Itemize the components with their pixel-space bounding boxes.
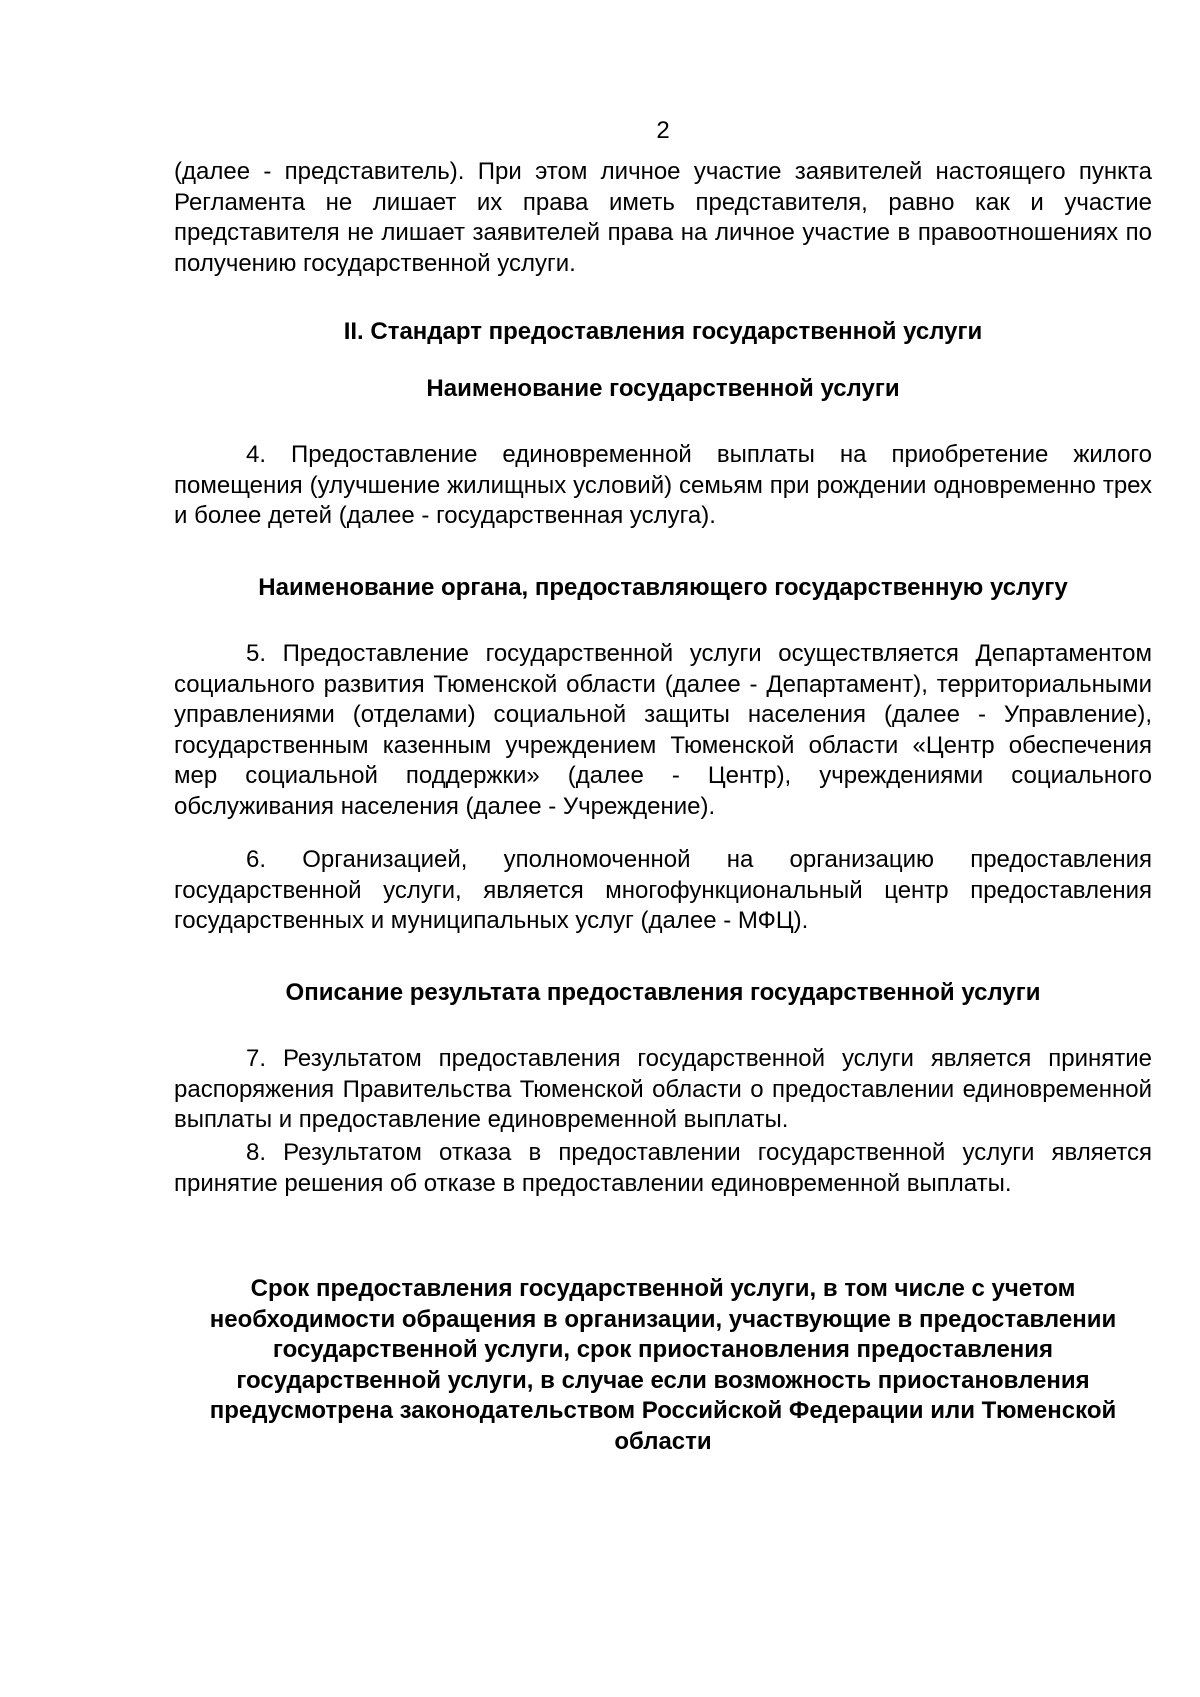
page-number: 2 — [656, 117, 670, 144]
paragraph-intro: (далее - представитель). При этом личное участие заявителей настоящего пункта Регламента не лишает их права иметь представителя, равно как и участие представителя не лишает заявителей права на личное участие в правоотношениях по получению государственной услуги. — [174, 158, 1152, 277]
subheading-agency-name: Наименование органа, предоставляющего государственную услугу — [258, 574, 1068, 601]
paragraph-4: 4. Предоставление единовременной выплаты на приобретение жилого помещения (улучшение жилищных условий) семьям при рождении одновременно трех и более детей (далее - государственная услуга). — [174, 441, 1152, 529]
paragraph-7: 7. Результатом предоставления государственной услуги является принятие распоряжения Правительства Тюменской области о предоставлении единовременной выплаты и предоставление единовременной выплаты. — [174, 1045, 1152, 1133]
paragraph-5: 5. Предоставление государственной услуги осуществляется Департаментом социального развития Тюменской области (далее - Департамент), территориальными управлениями (отделами) социальной защиты населения (далее - Управление), государственным казенным учреждением Тюменской области «Центр обеспечения мер социальной поддержки» (далее - Центр), учреждениями социального обслуживания населения (далее - Учреждение). — [174, 640, 1152, 820]
subheading-result-description: Описание результата предоставления государственной услуги — [285, 979, 1041, 1006]
subheading-deadline: Срок предоставления государственной услуги, в том числе с учетом необходимости обращения в организации, участвующие в предоставлении государственной услуги, срок приостановления предоставления государственной услуги, в случае если возможность приостановления предусмотрена законодательством Российской Федерации или Тюменской области — [209, 1275, 1117, 1455]
subheading-service-name: Наименование государственной услуги — [426, 375, 900, 402]
paragraph-8: 8. Результатом отказа в предоставлении государственной услуги является принятие решения об отказе в предоставлении единовременной выплаты. — [174, 1139, 1152, 1197]
paragraph-6: 6. Организацией, уполномоченной на организацию предоставления государственной услуги, является многофункциональный центр предоставления государственных и муниципальных услуг (далее - МФЦ). — [174, 846, 1152, 934]
section-heading: II. Стандарт предоставления государственной услуги — [343, 318, 983, 345]
